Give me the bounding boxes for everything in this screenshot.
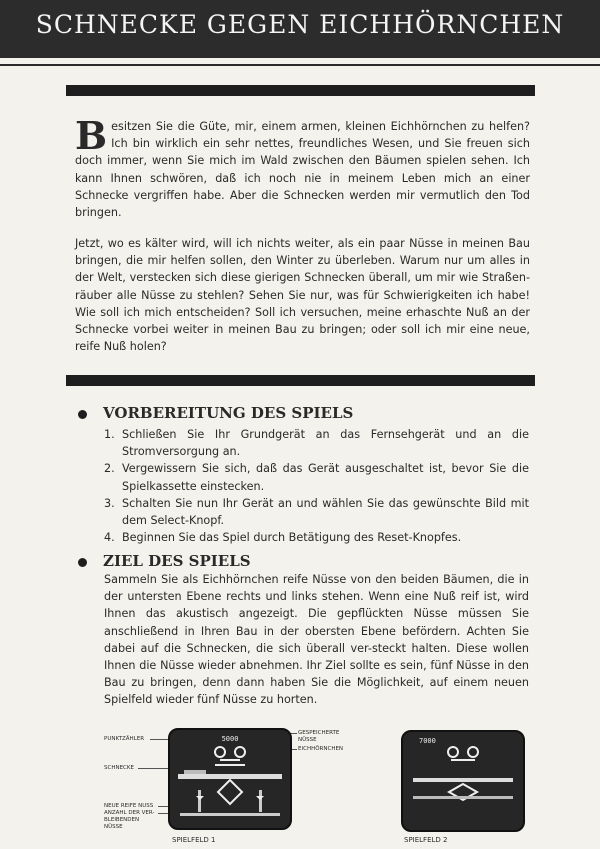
step-number: 4. (104, 531, 115, 545)
game-screen-1 (168, 728, 292, 830)
divider-bar-middle (66, 375, 535, 386)
label-punktzahler: PUNKTZÄHLER (104, 736, 145, 742)
squirrel-nest-icon (448, 747, 478, 760)
tree-trunk (198, 790, 201, 812)
label-gespeicherte-2: NÜSSE (298, 737, 317, 743)
divider-bar-top (66, 85, 535, 96)
header-banner (0, 0, 600, 58)
header-rule (0, 64, 600, 66)
preparation-steps (104, 426, 529, 546)
score-text: 7000 (419, 737, 436, 745)
page-title: SCHNECKE GEGEN EICHHÖRNCHEN (35, 10, 565, 39)
intro-paragraph-1 (75, 113, 530, 221)
label-neue-nuss: NEUE REIFE NUSS (104, 803, 154, 809)
game-screen-2 (401, 730, 525, 832)
section-heading-goal: ZIEL DES SPIELS (103, 552, 251, 570)
step-text: Beginnen Sie das Spiel durch Betätigung des Reset-Knopfes. (122, 531, 462, 545)
ground-line (180, 813, 280, 816)
step-number: 1. (104, 428, 115, 441)
step-text: Schalten Sie nun Ihr Gerät an und wählen Sie das gewünschte Bild mit dem Select-Knopf. (122, 496, 529, 528)
leader-line (138, 768, 172, 769)
step-text: Vergewissern Sie sich, daß das Gerät ausgeschaltet ist, bevor Sie die Spielkassette einstecken. (122, 462, 529, 493)
step-text: Schließen Sie Ihr Grundgerät an das Fernsehgerät und an die Stromversorgung an. (122, 428, 529, 459)
list-item (104, 495, 529, 529)
bullet-icon (78, 558, 87, 567)
label-anzahl-2: BLEIBENDEN (104, 817, 140, 823)
list-item (104, 529, 529, 546)
step-number: 2. (104, 462, 115, 476)
platform (413, 796, 513, 799)
squirrel-nest-icon (215, 747, 245, 765)
nut-icon (196, 796, 264, 800)
score-text: 5000 (221, 735, 239, 743)
label-anzahl-1: ANZAHL DER VER- (104, 810, 155, 816)
tree-trunk (259, 790, 262, 812)
label-anzahl-3: NÜSSE (104, 824, 123, 830)
drop-cap: B (75, 113, 108, 158)
goal-paragraph: Sammeln Sie als Eichhörnchen reife Nüsse von den beiden Bäumen, die in der untersten Ebene rechts und links stehen. Wenn eine Nuß reif ist, wird Ihnen das akustisch angezeigt. Die gepflückten Nüsse müssen Sie anschließend in Ihren Bau in der obersten Ebene befördern. Achten Sie dabei auf die Schnecken, die sich überall ver-steckt halten. Diese wollen Ihnen die Nüsse wieder abnehmen. Ihr Ziel sollte es sein, fünf Nüsse in den Bau zu bringen, denn dann haben Sie die Möglichkeit, auf einem neuen Spielfeld wieder fünf Nüsse zu horten. (104, 573, 529, 707)
platform (178, 774, 282, 779)
hole-icon (218, 780, 242, 804)
platform (413, 778, 513, 782)
bullet-icon (78, 410, 87, 419)
label-eichhoernchen: EICHHÖRNCHEN (298, 746, 344, 752)
caption-screen-2: SPIELFELD 2 (404, 836, 448, 844)
label-gespeicherte-1: GESPEICHERTE (298, 730, 340, 736)
label-schnecke: SCHNECKE (104, 765, 134, 771)
game-scene-2 (403, 732, 523, 830)
caption-screen-1: SPIELFELD 1 (172, 836, 216, 844)
intro-paragraph-1-text: esitzen Sie die Güte, mir, einem armen, kleinen Eichhörnchen zu helfen? Ich bin wirklich ein sehr nettes, freundliches Wesen, und Sie freuen sich doch immer, wenn Sie mich im Wald zwischen den Bäumen spielen sehen. Ich kann Ihnen schwören, daß ich noch nie in meinem Leben mich an einer Schnecke vergriffen habe. Aber die Schnecken werden mir vermutlich den Tod bringen. (75, 120, 530, 220)
list-item (104, 460, 529, 494)
step-number: 3. (104, 496, 115, 510)
game-scene-1 (170, 730, 290, 828)
list-item (104, 426, 529, 460)
snail-icon (184, 770, 206, 774)
section-heading-preparation: VORBEREITUNG DES SPIELS (103, 404, 354, 422)
intro-paragraph-2: Jetzt, wo es kälter wird, will ich nichts weiter, als ein paar Nüsse in meinen Bau bringen, die mir helfen sollen, den Winter zu überleben. Warum nur um alles in der Welt, verstecken sich diese gierigen Schnecken überall, um mir wie Straßen-räuber alle Nüsse zu stehlen? Sehen Sie nur, was für Schwierigkeiten ich habe! Wie soll ich mich entscheiden? Soll ich versuchen, meine erhaschte Nuß an der Schnecke vorbei weiter in meinen Bau zu bringen; oder soll ich mir eine neue, reife Nuß holen? (75, 237, 530, 354)
